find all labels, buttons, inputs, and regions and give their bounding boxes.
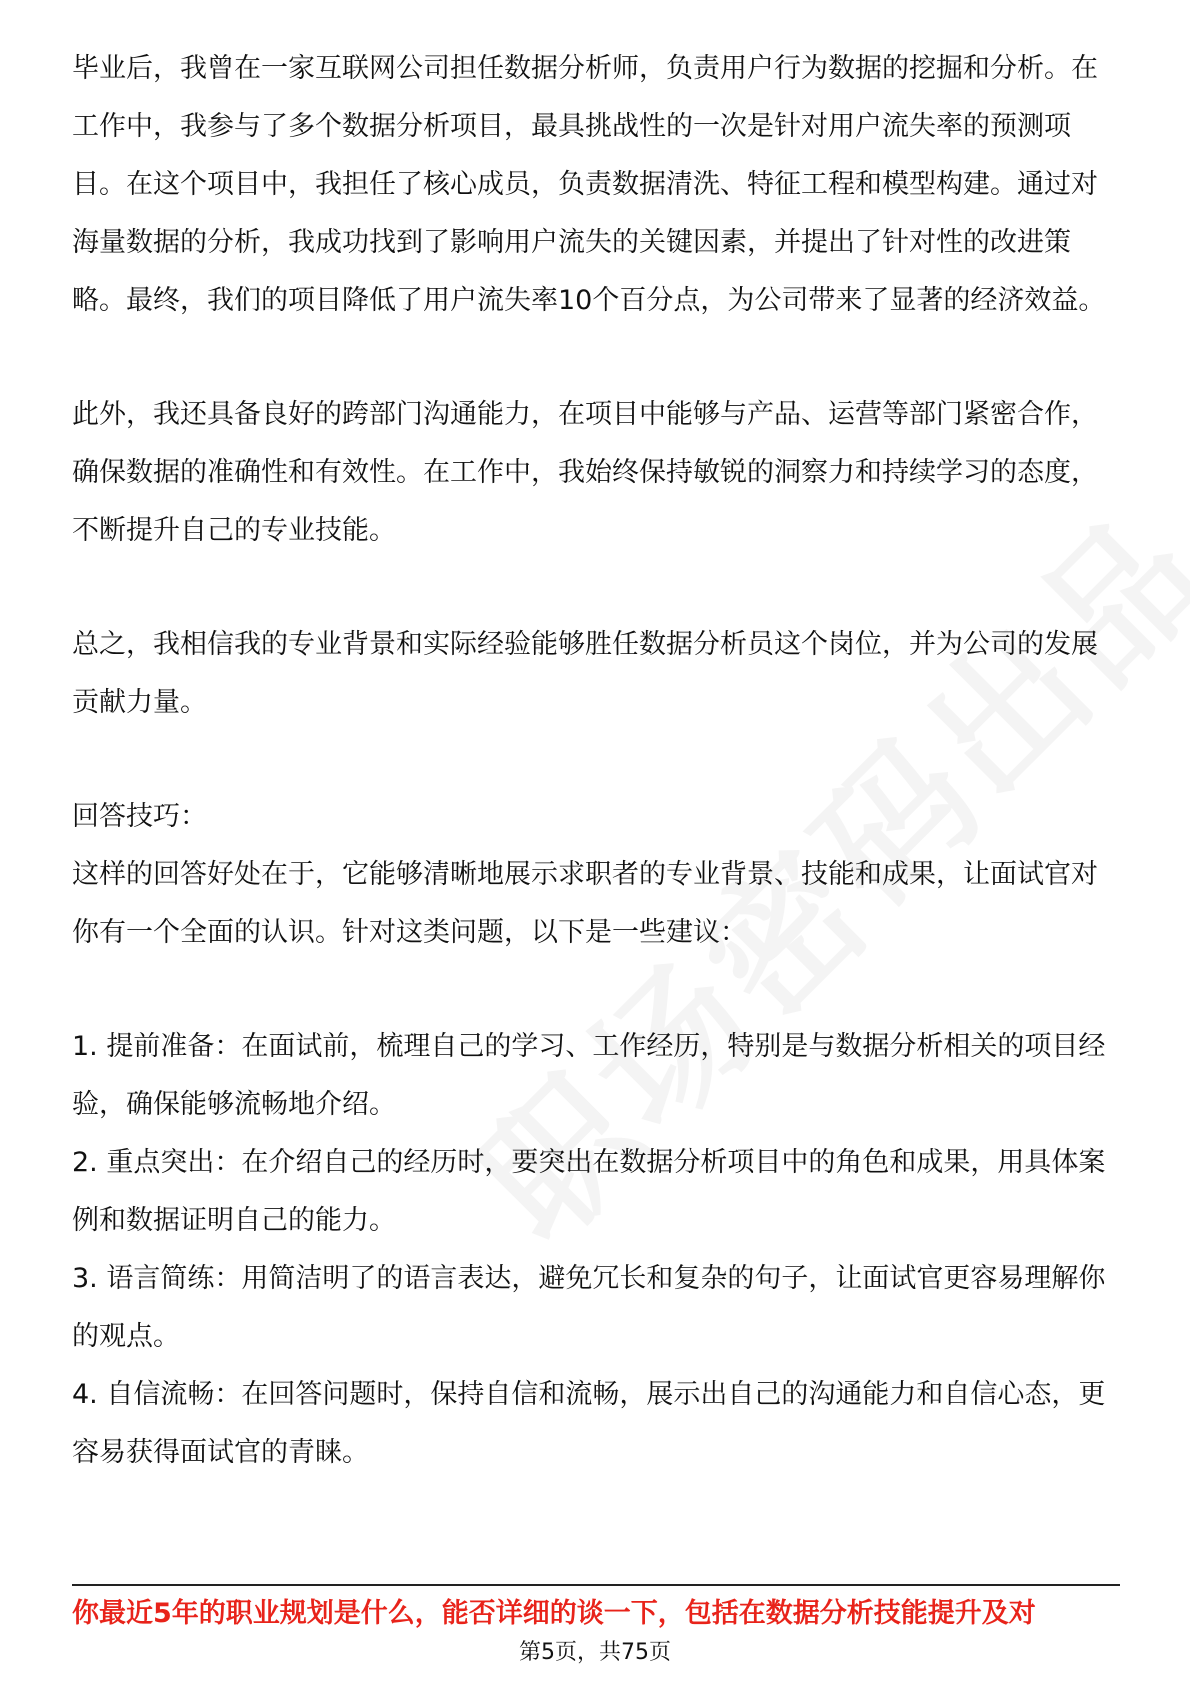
tips-heading: 回答技巧： <box>72 801 207 832</box>
page-number: 第5页，共75页 <box>519 1640 671 1665</box>
tip-item: 1. 提前准备：在面试前，梳理自己的学习、工作经历，特别是与数据分析相关的项目经验，确保能够流畅地介绍。 <box>72 1031 1106 1120</box>
paragraph-spacer <box>72 560 1120 616</box>
document-body <box>72 40 1120 1482</box>
paragraph-spacer <box>72 962 1120 1018</box>
tip-item: 3. 语言简练：用简洁明了的语言表达，避免冗长和复杂的句子，让面试官更容易理解你的观点。 <box>72 1263 1106 1352</box>
paragraph-experience: 毕业后，我曾在一家互联网公司担任数据分析师，负责用户行为数据的挖掘和分析。在工作中，我参与了多个数据分析项目，最具挑战性的一次是针对用户流失率的预测项目。在这个项目中，我担任了核心成员，负责数据清洗、特征工程和模型构建。通过对海量数据的分析，我成功找到了影响用户流失的关键因素，并提出了针对性的改进策略。最终，我们的项目降低了用户流失率10个百分点，为公司带来了显著的经济效益。 <box>72 53 1106 316</box>
paragraph-communication: 此外，我还具备良好的跨部门沟通能力，在项目中能够与产品、运营等部门紧密合作，确保数据的准确性和有效性。在工作中，我始终保持敏锐的洞察力和持续学习的态度，不断提升自己的专业技能。 <box>72 399 1098 546</box>
paragraph-spacer <box>72 732 1120 788</box>
tips-intro: 这样的回答好处在于，它能够清晰地展示求职者的专业背景、技能和成果，让面试官对你有一个全面的认识。针对这类问题，以下是一些建议： <box>72 859 1098 948</box>
section-divider <box>72 1584 1120 1586</box>
tip-item: 4. 自信流畅：在回答问题时，保持自信和流畅，展示出自己的沟通能力和自信心态，更容易获得面试官的青睐。 <box>72 1379 1106 1468</box>
paragraph-spacer <box>72 330 1120 386</box>
tip-item: 2. 重点突出：在介绍自己的经历时，要突出在数据分析项目中的角色和成果，用具体案例和数据证明自己的能力。 <box>72 1147 1106 1236</box>
paragraph-summary: 总之，我相信我的专业背景和实际经验能够胜任数据分析员这个岗位，并为公司的发展贡献力量。 <box>72 629 1098 718</box>
next-question-heading: 你最近5年的职业规划是什么，能否详细的谈一下，包括在数据分析技能提升及对 <box>72 1598 1036 1629</box>
